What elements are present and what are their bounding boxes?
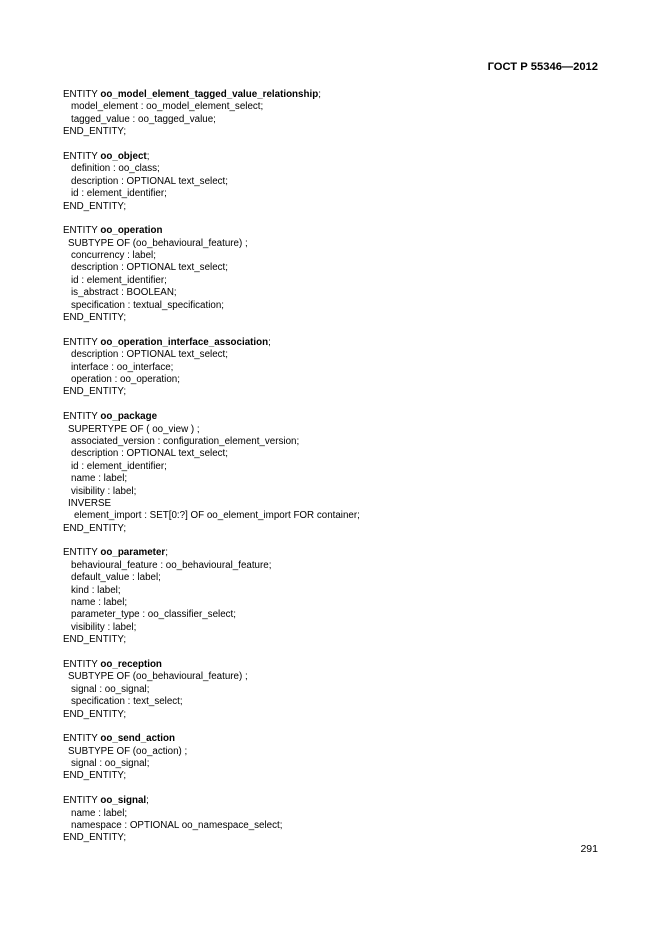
attribute-line: behavioural_feature : oo_behavioural_feature; xyxy=(71,559,272,571)
attribute-line: SUBTYPE OF (oo_behavioural_feature) ; xyxy=(68,671,248,683)
entity-declaration xyxy=(63,225,603,237)
end-entity: END_ENTITY; xyxy=(63,522,127,534)
attribute-line: signal : oo_signal; xyxy=(71,758,150,770)
entity-name: oo_send_action xyxy=(100,733,175,745)
attribute-line: element_import : SET[0:?] OF oo_element_import FOR container; xyxy=(74,510,360,522)
entity-block xyxy=(63,795,603,845)
attribute-line: operation : oo_operation; xyxy=(71,373,180,385)
entity-keyword: ENTITY xyxy=(63,733,98,745)
attribute-line: description : OPTIONAL text_select; xyxy=(71,349,228,361)
attribute-line: definition : oo_class; xyxy=(71,163,160,175)
attribute-line: default_value : label; xyxy=(71,572,161,584)
entity-block xyxy=(63,89,603,139)
end-entity: END_ENTITY; xyxy=(63,386,127,398)
attribute-line: parameter_type : oo_classifier_select; xyxy=(71,609,236,621)
entity-name-terminator: ; xyxy=(318,89,321,100)
entity-separator xyxy=(63,535,603,547)
entity-separator xyxy=(63,399,603,411)
end-entity: END_ENTITY; xyxy=(63,770,127,782)
express-schema-listing xyxy=(63,89,603,845)
attribute-line: model_element : oo_model_element_select; xyxy=(71,101,264,113)
entity-keyword: ENTITY xyxy=(63,795,98,807)
attribute-line: is_abstract : BOOLEAN; xyxy=(71,287,177,299)
entity-block xyxy=(63,659,603,721)
attribute-line: visibility : label; xyxy=(71,621,137,633)
entity-block xyxy=(63,733,603,783)
entity-block xyxy=(63,151,603,213)
attribute-line: visibility : label; xyxy=(71,485,137,497)
end-entity: END_ENTITY; xyxy=(63,708,127,720)
entity-name-terminator: ; xyxy=(146,795,149,807)
entity-declaration xyxy=(63,411,603,423)
attribute-line: kind : label; xyxy=(71,584,121,596)
entity-separator xyxy=(63,213,603,225)
entity-separator xyxy=(63,721,603,733)
entity-keyword: ENTITY xyxy=(63,89,98,100)
end-entity: END_ENTITY; xyxy=(63,126,127,138)
entity-name-terminator: ; xyxy=(268,336,271,348)
entity-name-terminator: ; xyxy=(165,547,168,559)
attribute-line: name : label; xyxy=(71,807,128,819)
attribute-line: name : label; xyxy=(71,473,128,485)
entity-declaration xyxy=(63,547,603,559)
entity-keyword: ENTITY xyxy=(63,336,98,348)
entity-name: oo_operation_interface_association xyxy=(100,336,269,348)
entity-block xyxy=(63,547,603,646)
attribute-line: associated_version : configuration_element_version; xyxy=(71,435,300,447)
entity-name: oo_package xyxy=(100,411,158,423)
attribute-line: SUPERTYPE OF ( oo_view ) ; xyxy=(68,423,200,435)
entity-name: oo_reception xyxy=(100,658,162,670)
attribute-line: specification : textual_specification; xyxy=(71,299,225,311)
entity-separator xyxy=(63,324,603,336)
entity-name: oo_parameter xyxy=(100,547,166,559)
attribute-line: specification : text_select; xyxy=(71,696,183,708)
entity-declaration xyxy=(63,151,603,163)
entity-keyword: ENTITY xyxy=(63,547,98,559)
entity-block xyxy=(63,411,603,535)
attribute-line: description : OPTIONAL text_select; xyxy=(71,262,228,274)
entity-keyword: ENTITY xyxy=(63,225,98,237)
entity-separator xyxy=(63,139,603,151)
attribute-line: namespace : OPTIONAL oo_namespace_select; xyxy=(71,820,283,832)
entity-declaration xyxy=(63,89,603,101)
entity-name: oo_object xyxy=(100,150,147,162)
entity-name-terminator: ; xyxy=(146,150,150,162)
end-entity: END_ENTITY; xyxy=(63,832,127,844)
entity-declaration xyxy=(63,733,603,745)
entity-keyword: ENTITY xyxy=(63,658,98,670)
entity-separator xyxy=(63,783,603,795)
attribute-line: id : element_identifier; xyxy=(71,460,167,472)
attribute-line: SUBTYPE OF (oo_action) ; xyxy=(68,745,188,757)
end-entity: END_ENTITY; xyxy=(63,634,127,646)
attribute-line: id : element_identifier; xyxy=(71,274,167,286)
attribute-line: name : label; xyxy=(71,597,128,609)
entity-separator xyxy=(63,647,603,659)
entity-name: oo_operation xyxy=(100,225,163,237)
page-number: 291 xyxy=(580,843,598,855)
attribute-line: tagged_value : oo_tagged_value; xyxy=(71,113,216,125)
end-entity: END_ENTITY; xyxy=(63,312,127,324)
entity-name: oo_model_element_tagged_value_relationship xyxy=(100,89,319,100)
entity-declaration xyxy=(63,337,603,349)
document-header: ГОСТ Р 55346—2012 xyxy=(487,61,598,73)
attribute-line: INVERSE xyxy=(68,497,112,509)
attribute-line: concurrency : label; xyxy=(71,250,156,262)
entity-declaration xyxy=(63,795,603,807)
attribute-line: description : OPTIONAL text_select; xyxy=(71,175,228,187)
entity-block xyxy=(63,225,603,324)
attribute-line: interface : oo_interface; xyxy=(71,361,174,373)
entity-keyword: ENTITY xyxy=(63,411,98,423)
entity-name: oo_signal xyxy=(100,795,147,807)
end-entity: END_ENTITY; xyxy=(63,200,127,212)
entity-keyword: ENTITY xyxy=(63,150,98,162)
attribute-line: signal : oo_signal; xyxy=(71,683,150,695)
entity-block xyxy=(63,337,603,399)
entity-declaration xyxy=(63,659,603,671)
attribute-line: SUBTYPE OF (oo_behavioural_feature) ; xyxy=(68,237,248,249)
attribute-line: description : OPTIONAL text_select; xyxy=(71,448,228,460)
attribute-line: id : element_identifier; xyxy=(71,188,167,200)
